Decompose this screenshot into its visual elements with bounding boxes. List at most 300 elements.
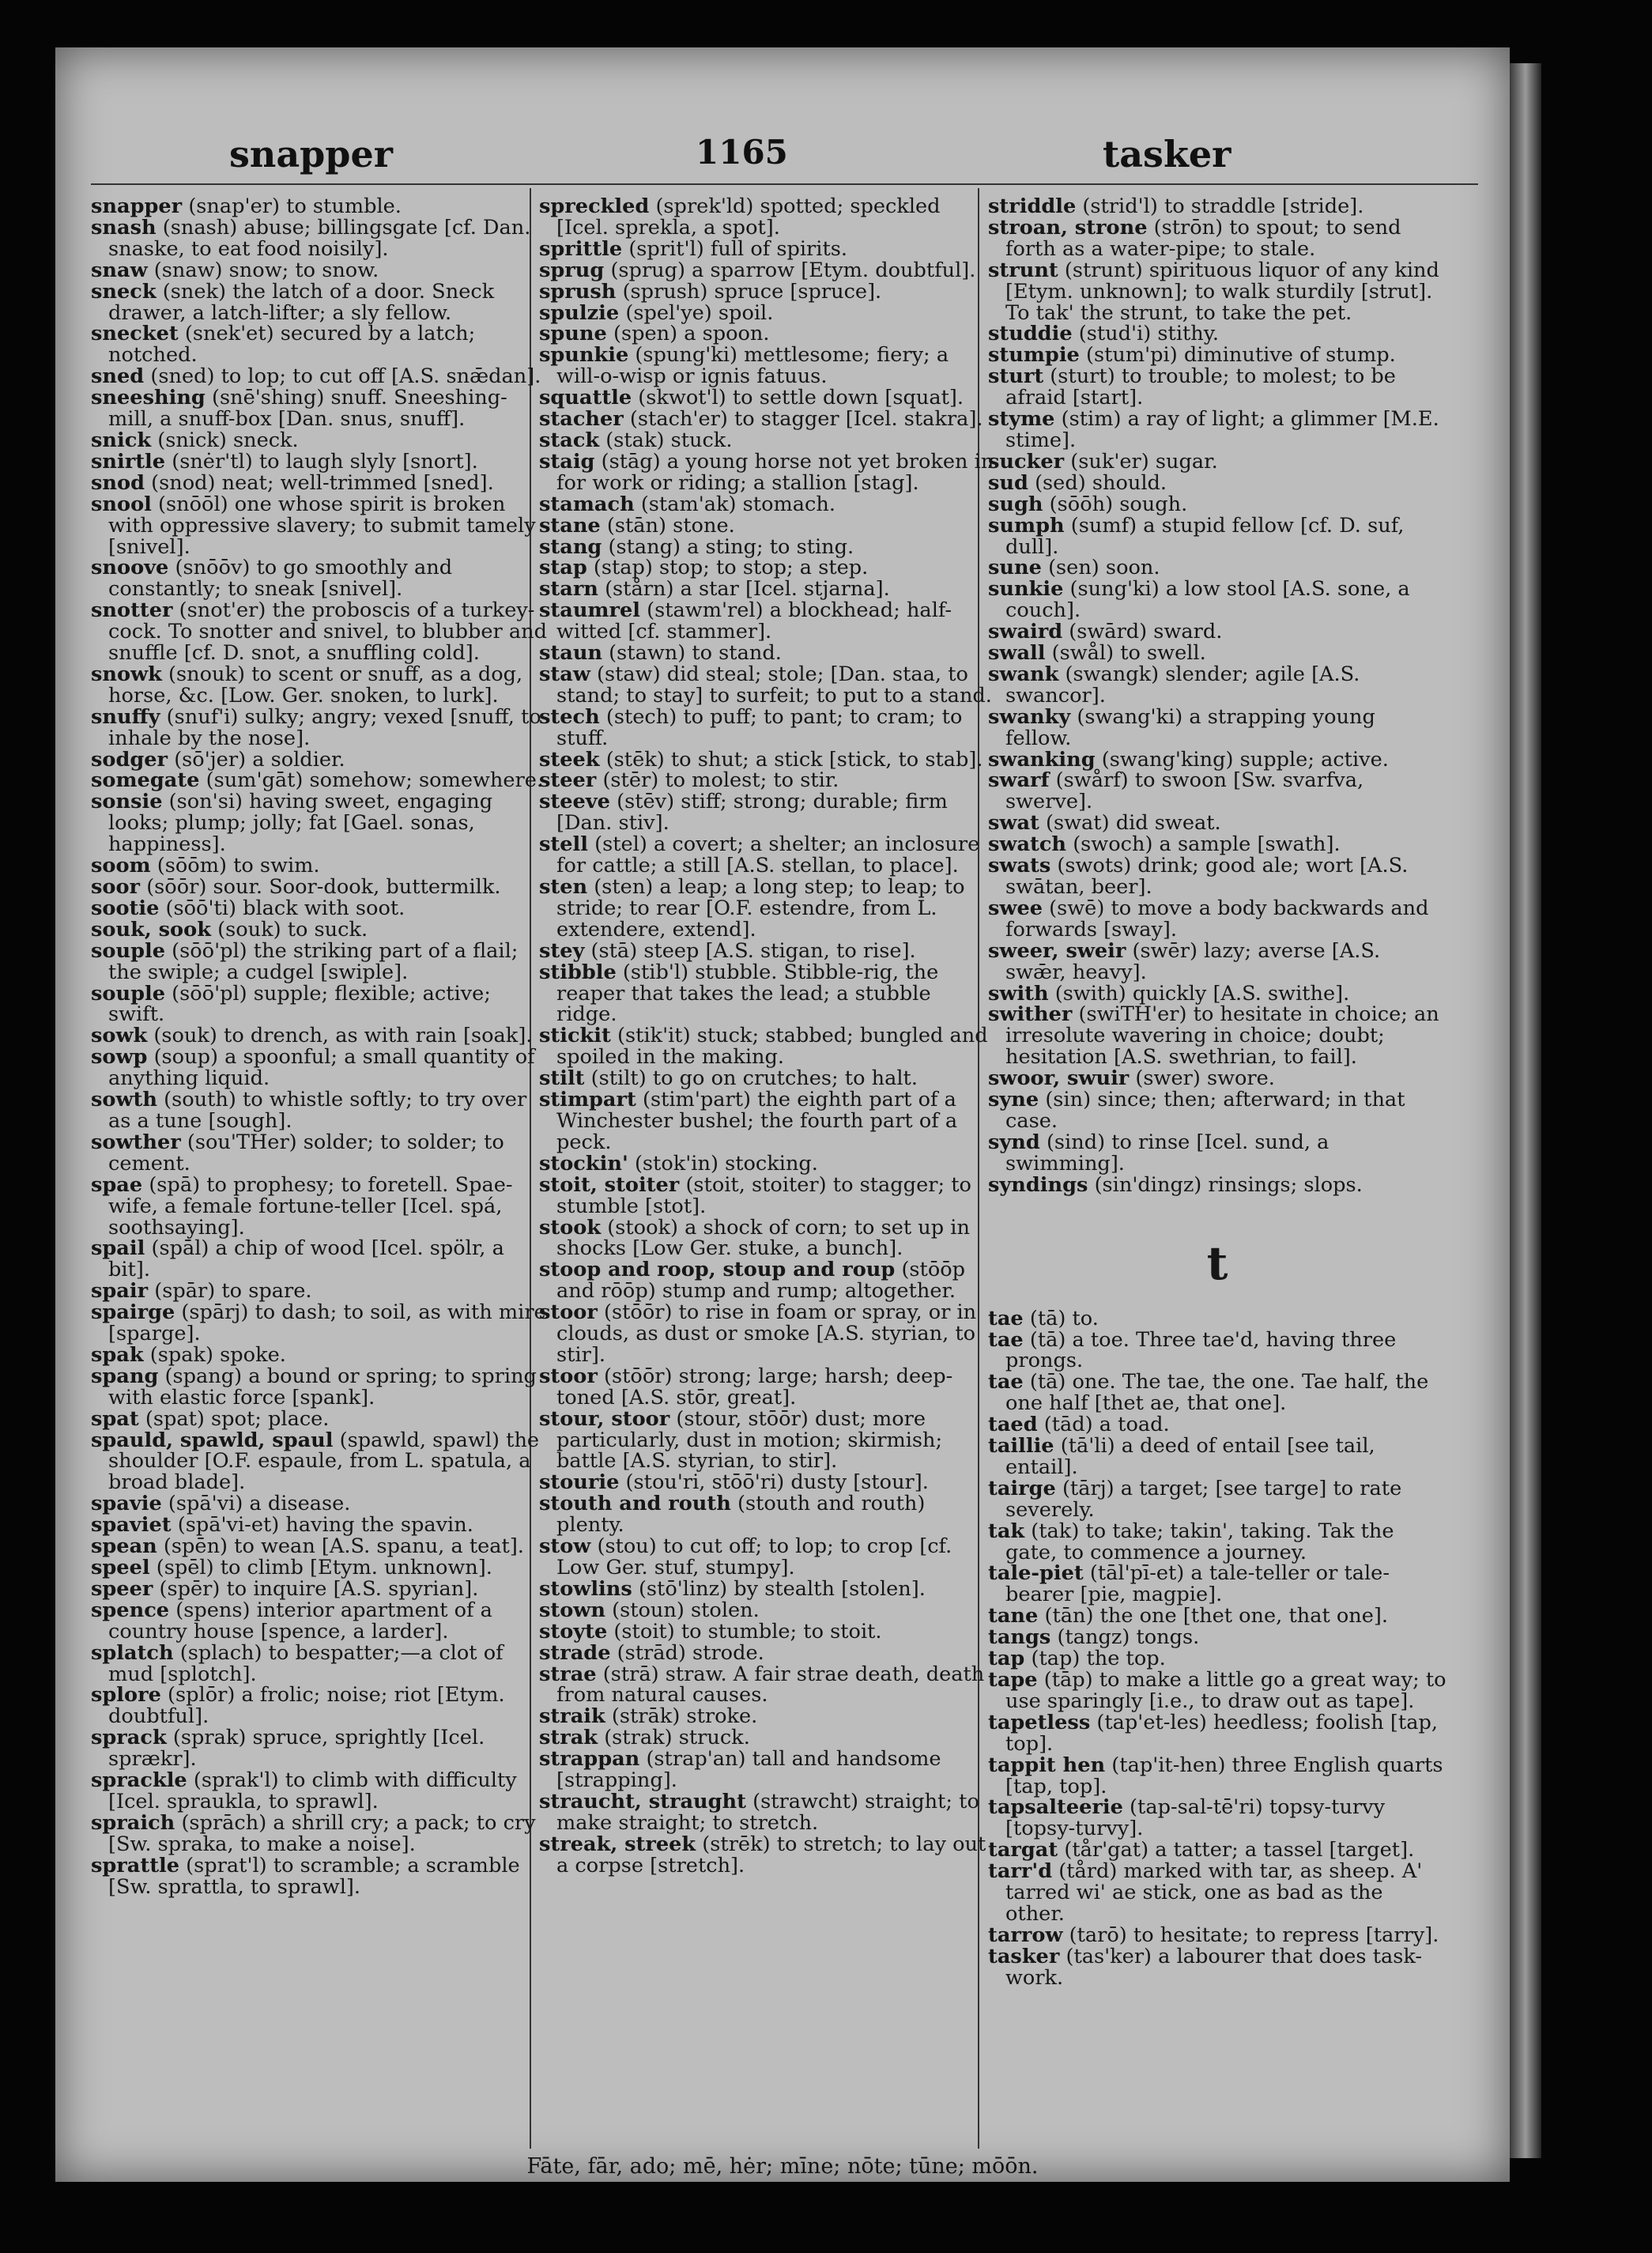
- definition: (stou'ri, stōō'ri) dusty [stour].: [625, 1470, 929, 1495]
- dictionary-entry: [91, 323, 549, 366]
- definition: (stach'er) to stagger [Icel. stakra].: [629, 407, 983, 432]
- definition: (south) to whistle softly; to try over as a tune [sough].: [108, 1088, 527, 1133]
- dictionary-entry: [91, 983, 549, 1026]
- dictionary-entry: [988, 704, 1446, 750]
- headword: spairge: [91, 1300, 175, 1325]
- headword: spair: [91, 1279, 149, 1304]
- definition: (spār) to spare.: [154, 1279, 312, 1304]
- definition: (tangz) tongs.: [1057, 1625, 1200, 1650]
- dictionary-entry: [988, 1670, 1446, 1712]
- definition: (stok'in) stocking.: [634, 1151, 818, 1176]
- dictionary-entry: [91, 1406, 549, 1431]
- definition: (tård) marked with tar, as sheep. A' tarred wi' ae stick, one as bad as the other.: [1005, 1859, 1423, 1926]
- headword: speel: [91, 1556, 150, 1579]
- dictionary-entry: [539, 534, 998, 559]
- headword: stickit: [539, 1024, 611, 1048]
- definition: (tarō) to hesitate; to repress [tarry].: [1069, 1923, 1439, 1947]
- definition: (sung'ki) a low stool [A.S. sone, a couch].: [1005, 577, 1410, 623]
- dictionary-entry: [91, 791, 549, 855]
- dictionary-entry: [539, 1706, 998, 1727]
- headword: spavie: [91, 1492, 162, 1516]
- definition: (swots) drink; good ale; wort [A.S. swātan, beer].: [1005, 854, 1409, 899]
- dictionary-entry: [988, 1606, 1446, 1627]
- dictionary-entry: [539, 515, 998, 537]
- headword: stang: [539, 534, 602, 559]
- dictionary-entry: [988, 1925, 1446, 1946]
- headword: stack: [539, 428, 600, 452]
- definition: (stam'ak) stomach.: [640, 492, 835, 516]
- headword: syndings: [988, 1172, 1088, 1197]
- dictionary-entry: [539, 704, 998, 750]
- definition: (stak) stuck.: [605, 428, 733, 452]
- definition: (sprat'l) to scramble; a scramble [Sw. sprattla, to sprawl].: [108, 1853, 520, 1899]
- dictionary-entry: [988, 664, 1446, 707]
- headword: straucht, straught: [539, 1789, 746, 1813]
- dictionary-entry: [988, 470, 1446, 495]
- dictionary-entry: [91, 1685, 549, 1727]
- definition: (swārd) sward.: [1069, 620, 1223, 644]
- headword: spail: [91, 1236, 145, 1261]
- dictionary-entry: [91, 1089, 549, 1132]
- dictionary-entry: [539, 1025, 998, 1068]
- dictionary-entry: [91, 470, 549, 495]
- dictionary-entry: [988, 1648, 1446, 1670]
- headword: snirtle: [91, 449, 166, 474]
- definition: (snick) sneck.: [157, 428, 299, 452]
- definition: (soup) a spoonful; a small quantity of anything liquid.: [108, 1045, 535, 1091]
- definition: (stawn) to stand.: [609, 641, 782, 666]
- definition: (spā) to prophesy; to foretell. Spae-wife, a female fortune-teller [Icel. spá, soothsaying].: [108, 1172, 513, 1240]
- headword: stook: [539, 1215, 602, 1240]
- dictionary-entry: [539, 1791, 998, 1834]
- dictionary-entry: [539, 1068, 998, 1089]
- definition: (snap'er) to stumble.: [188, 196, 402, 218]
- definition: (swēr) lazy; averse [A.S. swǣr, heavy].: [1005, 938, 1381, 984]
- dictionary-entry: [988, 1414, 1446, 1436]
- dictionary-entry: [91, 1727, 549, 1770]
- headword: sprittle: [539, 236, 623, 261]
- dictionary-entry: [988, 813, 1446, 834]
- headword: stell: [539, 832, 588, 857]
- definition: (souk) to drench, as with rain [soak].: [153, 1024, 533, 1048]
- dictionary-entry: [988, 1861, 1446, 1925]
- dictionary-entry: [988, 260, 1446, 324]
- headword: staumrel: [539, 598, 640, 623]
- dictionary-entry: [539, 1302, 998, 1366]
- headword: souk, sook: [91, 917, 211, 942]
- running-head-right: tasker: [1103, 133, 1231, 175]
- headword: spean: [91, 1534, 157, 1559]
- dictionary-entry: [988, 834, 1446, 855]
- definition: (spang) a bound or spring; to spring with elastic force [spank].: [108, 1364, 537, 1410]
- definition: (sned) to lop; to cut off [A.S. snǣdan].: [150, 364, 541, 389]
- headword: sowp: [91, 1045, 148, 1070]
- dictionary-entry: [91, 430, 549, 451]
- dictionary-entry: [91, 1515, 549, 1536]
- headword: spak: [91, 1342, 144, 1367]
- headword: spreckled: [539, 196, 650, 218]
- dictionary-entry: [91, 196, 549, 217]
- dictionary-entry: [91, 664, 549, 707]
- definition: (stik'it) stuck; stabbed; bungled and spoiled in the making.: [556, 1024, 988, 1070]
- dictionary-entry: [539, 938, 998, 963]
- definition: (stōōr) strong; large; harsh; deep-toned [A.S. stōr, great].: [556, 1364, 953, 1410]
- dictionary-entry: [988, 1946, 1446, 1989]
- definition: (snek'et) secured by a latch; notched.: [108, 322, 476, 368]
- dictionary-entry: [539, 1727, 998, 1749]
- headword: sowk: [91, 1024, 148, 1048]
- dictionary-entry: [539, 877, 998, 941]
- definition: (snuf'i) sulky; angry; vexed [snuff, to inhale by the nose].: [108, 704, 541, 750]
- headword: stilt: [539, 1066, 585, 1091]
- headword: snool: [91, 492, 152, 516]
- definition: (stēv) stiff; strong; durable; firm [Dan. stiv].: [556, 790, 948, 836]
- dictionary-entry: [539, 962, 998, 1026]
- definition: (snaw) snow; to snow.: [153, 258, 379, 282]
- headword: snotter: [91, 598, 173, 623]
- dictionary-entry: [988, 1132, 1446, 1175]
- headword: snuffy: [91, 704, 160, 729]
- definition: (stim) a ray of light; a glimmer [M.E. stime].: [1005, 407, 1439, 452]
- headword: sprug: [539, 258, 605, 282]
- headword: steer: [539, 768, 597, 793]
- headword: staig: [539, 449, 595, 474]
- definition: (spāl) a chip of wood [Icel. spölr, a bit].: [108, 1236, 504, 1282]
- headword: studdie: [988, 322, 1073, 346]
- dictionary-entry: [539, 1406, 998, 1474]
- headword: steek: [539, 747, 600, 772]
- headword: splatch: [91, 1640, 174, 1665]
- dictionary-entry: [91, 938, 549, 984]
- definition: (sprāch) a shrill cry; a pack; to cry [Sw. spraka, to make a noise].: [108, 1810, 536, 1856]
- definition: (stāg) a young horse not yet broken in for work or riding; a stallion [stag].: [556, 449, 994, 495]
- dictionary-entry: [988, 1068, 1446, 1089]
- headword: swith: [988, 981, 1049, 1006]
- dictionary-entry: [539, 1493, 998, 1536]
- dictionary-entry: [988, 515, 1446, 558]
- definition: (tā) one. The tae, the one. Tae half, the one half [thet ae, that one].: [1005, 1370, 1429, 1416]
- definition: (sprek'ld) spotted; speckled [Icel. sprekla, a spot].: [556, 196, 941, 240]
- dictionary-entry: [91, 704, 549, 750]
- definition: (stawm'rel) a blockhead; half-witted [cf. stammer].: [556, 598, 952, 644]
- dictionary-entry: [91, 749, 549, 771]
- definition: (tāp) to make a little go a great way; to use sparingly [i.e., to draw out as tape].: [1005, 1668, 1446, 1713]
- definition: (spēn) to wean [A.S. spanu, a teat].: [163, 1534, 524, 1559]
- definition: (tas'ker) a labourer that does task-work.: [1005, 1944, 1423, 1990]
- headword: stap: [539, 556, 587, 580]
- dictionary-entry: [539, 643, 998, 664]
- headword: tae: [988, 1370, 1024, 1394]
- definition: (spung'ki) mettlesome; fiery; a will-o-wisp or ignis fatuus.: [556, 343, 949, 389]
- dictionary-entry: [988, 938, 1446, 984]
- headword: stibble: [539, 960, 617, 984]
- definition: (stel) a covert; a shelter; an inclosure for cattle; a still [A.S. stellan, to place].: [556, 832, 980, 878]
- headword: tane: [988, 1604, 1039, 1628]
- headword: snaw: [91, 258, 148, 282]
- headword: stoit, stoiter: [539, 1172, 680, 1197]
- definition: (swangk) slender; agile [A.S. swancor].: [1005, 662, 1360, 708]
- definition: (sōō'pl) the striking part of a flail; the swiple; a cudgel [swiple].: [108, 938, 519, 984]
- definition: (sōōr) sour. Soor-dook, buttermilk.: [146, 875, 501, 899]
- page-number: 1165: [696, 133, 788, 172]
- dictionary-entry: [988, 1478, 1446, 1521]
- definition: (swer) swore.: [1135, 1066, 1275, 1091]
- dictionary-entry: [539, 1640, 998, 1665]
- headword: stimpart: [539, 1088, 636, 1112]
- dictionary-entry: [91, 770, 549, 791]
- definition: (swang'king) supple; active.: [1101, 747, 1389, 772]
- dictionary-entry: [539, 387, 998, 409]
- headword: sneck: [91, 279, 157, 304]
- dictionary-entry: [539, 494, 998, 515]
- definition: (strunt) spirituous liquor of any kind [Etym. unknown]; to walk sturdily [strut]. To tak' the strunt, to take the pet.: [1005, 258, 1439, 325]
- headword: stane: [539, 513, 601, 538]
- definition: (stook) a shock of corn; to set up in shocks [Low Ger. stuke, a bunch].: [556, 1215, 970, 1261]
- definition: (strak) struck.: [604, 1726, 750, 1750]
- headword: spang: [91, 1364, 159, 1388]
- definition: (swoch) a sample [swath].: [1073, 832, 1341, 857]
- headword: stourie: [539, 1470, 620, 1495]
- headword: sprack: [91, 1726, 167, 1750]
- headword: stumpie: [988, 343, 1080, 368]
- definition: (snot'er) the proboscis of a turkey-cock. To snotter and snivel, to blubber and snuffle [cf. D. snot, a snuffling cold].: [108, 598, 548, 666]
- headword: souple: [91, 938, 165, 963]
- headword: snoove: [91, 556, 169, 580]
- dictionary-entry: [988, 1755, 1446, 1798]
- definition: (stum'pi) diminutive of stump.: [1085, 343, 1396, 368]
- definition: (sprak) spruce, sprightly [Icel. sprækr].: [108, 1726, 485, 1772]
- dictionary-entry: [539, 1089, 998, 1153]
- definition: (sen) soon.: [1048, 556, 1160, 580]
- definition: (tā) a toe. Three tae'd, having three prongs.: [1005, 1327, 1397, 1373]
- definition: (spā'vi-et) having the spavin.: [177, 1513, 473, 1538]
- headword: stoop and roop, stoup and roup: [539, 1258, 896, 1282]
- dictionary-entry: [539, 1576, 998, 1601]
- headword: splore: [91, 1683, 161, 1708]
- dictionary-entry: [91, 855, 549, 877]
- dictionary-entry: [539, 770, 998, 791]
- dictionary-entry: [988, 579, 1446, 621]
- headword: spulzie: [539, 300, 620, 325]
- headword: tairge: [988, 1476, 1056, 1500]
- dictionary-entry: [91, 494, 549, 558]
- dictionary-entry: [988, 494, 1446, 515]
- dictionary-entry: [539, 791, 998, 834]
- dictionary-entry: [539, 1259, 998, 1302]
- dictionary-entry: [539, 1834, 998, 1877]
- definition: (sed) should.: [1035, 470, 1167, 495]
- definition: (strawcht) straight; to make straight; to stretch.: [556, 1789, 979, 1835]
- dictionary-entry: [988, 770, 1446, 813]
- headword: soom: [91, 854, 151, 878]
- dictionary-entry: [539, 749, 998, 771]
- dictionary-entry: [539, 1366, 998, 1409]
- headword: spraich: [91, 1810, 175, 1835]
- headword: swats: [988, 854, 1051, 878]
- definition: (suk'er) sugar.: [1070, 449, 1218, 474]
- definition: (sprush) spruce [spruce].: [622, 279, 882, 304]
- definition: (son'si) having sweet, engaging looks; plump; jolly; fat [Gael. sonas, happiness].: [108, 790, 493, 857]
- dictionary-entry: [988, 323, 1446, 345]
- definition: (tān) the one [thet one, that one].: [1044, 1604, 1389, 1628]
- headword: sud: [988, 470, 1028, 495]
- headword: streak, streek: [539, 1832, 696, 1856]
- headword: spune: [539, 322, 607, 346]
- definition: (stim'part) the eighth part of a Winchester bushel; the fourth part of a peck.: [556, 1088, 958, 1154]
- definition: (sōōm) to swim.: [157, 854, 320, 878]
- definition: (sōōh) sough.: [1049, 492, 1188, 516]
- definition: (swang'ki) a strapping young fellow.: [1005, 704, 1375, 750]
- headword: squattle: [539, 386, 632, 410]
- headword: stoyte: [539, 1619, 608, 1644]
- dictionary-entry: [91, 1366, 549, 1409]
- definition: (stēk) to shut; a stick [stick, to stab].: [605, 747, 983, 772]
- definition: (splōr) a frolic; noise; riot [Etym. doubtful].: [108, 1683, 505, 1729]
- dictionary-entry: [539, 1600, 998, 1621]
- headword: syne: [988, 1088, 1039, 1112]
- headword: tap: [988, 1647, 1025, 1671]
- headword: swanky: [988, 704, 1071, 729]
- dictionary-entry: [91, 281, 549, 324]
- dictionary-entry: [539, 430, 998, 451]
- dictionary-entry: [91, 1855, 549, 1898]
- headword: swatch: [988, 832, 1067, 857]
- headword: stey: [539, 938, 585, 963]
- headword: stown: [539, 1598, 605, 1622]
- definition: (snōōv) to go smoothly and constantly; to sneak [snivel].: [108, 556, 453, 602]
- dictionary-entry: [539, 281, 998, 303]
- headword: stech: [539, 704, 600, 729]
- dictionary-entry: [539, 196, 998, 239]
- dictionary-entry: [91, 1047, 549, 1089]
- definition: (spēr) to inquire [A.S. spyrian].: [159, 1576, 479, 1601]
- dictionary-entry: [91, 919, 549, 941]
- dictionary-entry: [539, 1472, 998, 1493]
- dictionary-entry: [539, 300, 998, 325]
- dictionary-entry: [539, 323, 998, 345]
- definition: (stoun) stolen.: [612, 1598, 760, 1622]
- dictionary-entry: [988, 1563, 1446, 1606]
- headword: synd: [988, 1130, 1040, 1154]
- headword: sootie: [91, 896, 160, 920]
- dictionary-entry: [988, 1089, 1446, 1132]
- dictionary-entry: [91, 1281, 549, 1302]
- definition: (spak) spoke.: [149, 1342, 286, 1367]
- definition: (spat) spot; place.: [145, 1406, 330, 1431]
- dictionary-entry: [988, 1840, 1446, 1861]
- definition: (snē'shing) snuff. Sneeshing-mill, a snuff-box [Dan. snus, snuff].: [108, 386, 507, 432]
- headword: sten: [539, 875, 588, 899]
- headword: stamach: [539, 492, 635, 516]
- headword: spence: [91, 1598, 170, 1622]
- dictionary-entry: [91, 1600, 549, 1643]
- definition: (skwot'l) to settle down [squat].: [638, 386, 964, 410]
- dictionary-entry: [988, 1436, 1446, 1478]
- definition: (snod) neat; well-trimmed [sned].: [151, 470, 494, 495]
- dictionary-entry: [539, 600, 998, 643]
- headword: soor: [91, 875, 141, 899]
- dictionary-entry: [91, 1493, 549, 1515]
- definition: (tap'et-les) heedless; foolish [tap, top].: [1005, 1710, 1438, 1756]
- headword: styme: [988, 407, 1055, 432]
- definition: (sōō'ti) black with soot.: [165, 896, 405, 920]
- headword: spaviet: [91, 1513, 172, 1538]
- column-1: [91, 196, 549, 2141]
- headword: tangs: [988, 1625, 1051, 1650]
- dictionary-entry: [988, 898, 1446, 941]
- headword: sucker: [988, 449, 1065, 474]
- headword: sowther: [91, 1130, 181, 1154]
- definition: (snėr'tl) to laugh slyly [snort].: [172, 449, 478, 474]
- header-rule: [91, 183, 1478, 185]
- dictionary-entry: [988, 1004, 1446, 1068]
- headword: swanking: [988, 747, 1096, 772]
- dictionary-entry: [988, 409, 1446, 451]
- dictionary-entry: [539, 1664, 998, 1707]
- headword: targat: [988, 1838, 1058, 1862]
- dictionary-entry: [539, 1536, 998, 1579]
- running-head-left: snapper: [229, 133, 393, 175]
- definition: (stang) a sting; to sting.: [608, 534, 854, 559]
- headword: stowlins: [539, 1576, 632, 1601]
- definition: (stā) steep [A.S. stigan, to rise].: [590, 938, 916, 963]
- definition: (spel'ye) spoil.: [625, 300, 774, 325]
- dictionary-entry: [988, 749, 1446, 771]
- definition: (spā'vi) a disease.: [168, 1492, 351, 1516]
- definition: (tārj) a target; [see targe] to rate severely.: [1005, 1476, 1402, 1522]
- headword: stacher: [539, 407, 624, 432]
- definition: (souk) to suck.: [217, 917, 368, 942]
- dictionary-entry: [91, 1430, 549, 1494]
- headword: tarrow: [988, 1923, 1063, 1947]
- headword: tappit hen: [988, 1753, 1106, 1777]
- headword: steeve: [539, 790, 610, 814]
- definition: (stilt) to go on crutches; to halt.: [590, 1066, 918, 1091]
- headword: stoor: [539, 1300, 598, 1325]
- dictionary-entry: [91, 1238, 549, 1281]
- dictionary-entry: [91, 1536, 549, 1557]
- definition: (swē) to move a body backwards and forwards [sway].: [1005, 896, 1429, 942]
- definition: (swårf) to swoon [Sw. svarfva, swerve].: [1005, 768, 1364, 814]
- headword: tapsalteerie: [988, 1795, 1123, 1820]
- headword: sprush: [539, 279, 617, 304]
- headword: sned: [91, 364, 145, 389]
- definition: (swith) quickly [A.S. swithe].: [1054, 981, 1350, 1006]
- definition: (tā'li) a deed of entail [see tail, entail].: [1005, 1434, 1375, 1479]
- dictionary-entry: [988, 1372, 1446, 1414]
- headword: spunkie: [539, 343, 629, 368]
- definition: (swat) did sweat.: [1046, 811, 1221, 836]
- definition: (stōōp and rōōp) stump and rump; altogether.: [556, 1258, 966, 1304]
- headword: swarf: [988, 768, 1050, 793]
- dictionary-entry: [988, 1712, 1446, 1755]
- headword: swoor, swuir: [988, 1066, 1130, 1091]
- dictionary-entry: [988, 1308, 1446, 1330]
- headword: stoor: [539, 1364, 598, 1388]
- definition: (stech) to puff; to pant; to cram; to stuff.: [556, 704, 963, 750]
- definition: (tak) to take; takin', taking. Tak the gate, to commence a journey.: [1005, 1519, 1394, 1564]
- headword: swall: [988, 641, 1046, 666]
- dictionary-entry: [988, 1172, 1446, 1197]
- definition: (snash) abuse; billingsgate [cf. Dan. snaske, to eat food noisily].: [108, 215, 531, 261]
- headword: sonsie: [91, 790, 163, 814]
- headword: spae: [91, 1172, 143, 1197]
- definition: (sten) a leap; a long step; to leap; to stride; to rear [O.F. estendre, from L. extendere, extend].: [556, 875, 965, 942]
- dictionary-entry: [91, 1557, 549, 1579]
- dictionary-entry: [539, 557, 998, 579]
- dictionary-entry: [988, 345, 1446, 366]
- dictionary-entry: [91, 1770, 549, 1813]
